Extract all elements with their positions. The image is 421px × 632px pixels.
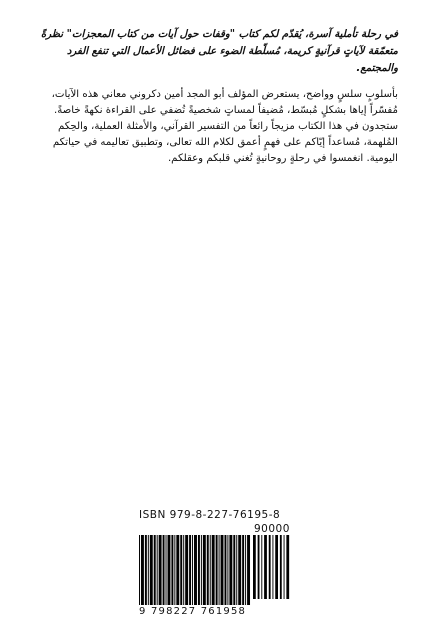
barcode-bar (247, 535, 250, 605)
barcode-bar (212, 535, 215, 605)
barcode-bar (227, 535, 228, 605)
barcode-bar (221, 535, 224, 605)
barcode-bar (253, 535, 256, 599)
barcode-bar (258, 535, 260, 599)
barcode-bar (167, 535, 170, 605)
ean-barcode-graphic (139, 535, 251, 605)
barcode-bar (224, 535, 226, 605)
barcode-bar (174, 535, 175, 605)
barcode-bar (245, 535, 246, 605)
intro-paragraph: في رحلة تأملية آسرة، يُقدّم لكم كتاب "وقفات حول آيات من كتاب المعجزات" نظرةً متعمّقة لآياتٍ قرآنيةٍ كريمة، مُسلّطة الضوء على فضائل الأعمال التي تنفع الفرد والمجتمع. (40, 29, 398, 74)
barcode-bar (180, 535, 182, 605)
barcode-bar (242, 535, 244, 605)
barcode-bar (154, 535, 156, 605)
barcode-bar (150, 535, 153, 605)
isbn-label: ISBN 979-8-227-76195-8 (139, 509, 281, 521)
barcode-bar (185, 535, 188, 605)
barcode-bar (286, 535, 289, 599)
barcode-bar (207, 535, 209, 605)
addon-barcode-graphic (253, 535, 291, 605)
barcode-bar (192, 535, 193, 605)
barcode-bar (198, 535, 200, 605)
barcode-bar (148, 535, 149, 605)
barcode-bar (210, 535, 211, 605)
barcode-bar (236, 535, 237, 605)
barcode-bar (280, 535, 282, 599)
barcode-bar (139, 535, 140, 605)
price-code: 90000 (254, 523, 290, 535)
barcode-bar (269, 535, 271, 599)
barcode-bar (145, 535, 147, 605)
barcode-bar (201, 535, 202, 605)
isbn-barcode-block (139, 509, 291, 621)
barcode-bar (141, 535, 144, 605)
barcode-bar (157, 535, 158, 605)
barcode-bar (229, 535, 232, 605)
barcode-bar (216, 535, 218, 605)
barcode-bar (189, 535, 191, 605)
barcode-bar (272, 535, 273, 599)
barcode-bar (203, 535, 206, 605)
barcode-bar (233, 535, 235, 605)
barcode-bar (176, 535, 179, 605)
barcode-bar (194, 535, 197, 605)
barcode-bar (166, 535, 167, 605)
barcode-bar (219, 535, 220, 605)
barcode-bar (183, 535, 184, 605)
description-paragraph: بأسلوبٍ سلسٍ وواضح، يستعرض المؤلف أبو المجد أمين دكروني معاني هذه الآيات، مُفسّراً إياها بشكلٍ مُبسّط، مُضيفاً لمساتٍ شخصيةً تُضفي على القراءة نكهةً خاصةً. ستجدون في هذا الكتاب مزيجاً رائعاً من التفسير القرآني، والأمثلة العملية، والحِكم المُلهمة، مُساعداً إيّاكم على فهمٍ أعمق لكلام الله تعالى، وتطبيق تعاليمه في حياتكم اليومية. انغمسوا في رحلةٍ روحانيةٍ تُغني قلبكم وعقلكم. (51, 89, 398, 164)
barcode-bar (284, 535, 285, 599)
barcode-bar (261, 535, 262, 599)
barcode-bar (163, 535, 165, 605)
barcode-bar (159, 535, 162, 605)
ean-digits: 9 798227 761958 (139, 606, 247, 617)
barcode-bar (238, 535, 241, 605)
barcode-bar (171, 535, 173, 605)
barcode-bar (264, 535, 267, 599)
barcode-bar (275, 535, 278, 599)
